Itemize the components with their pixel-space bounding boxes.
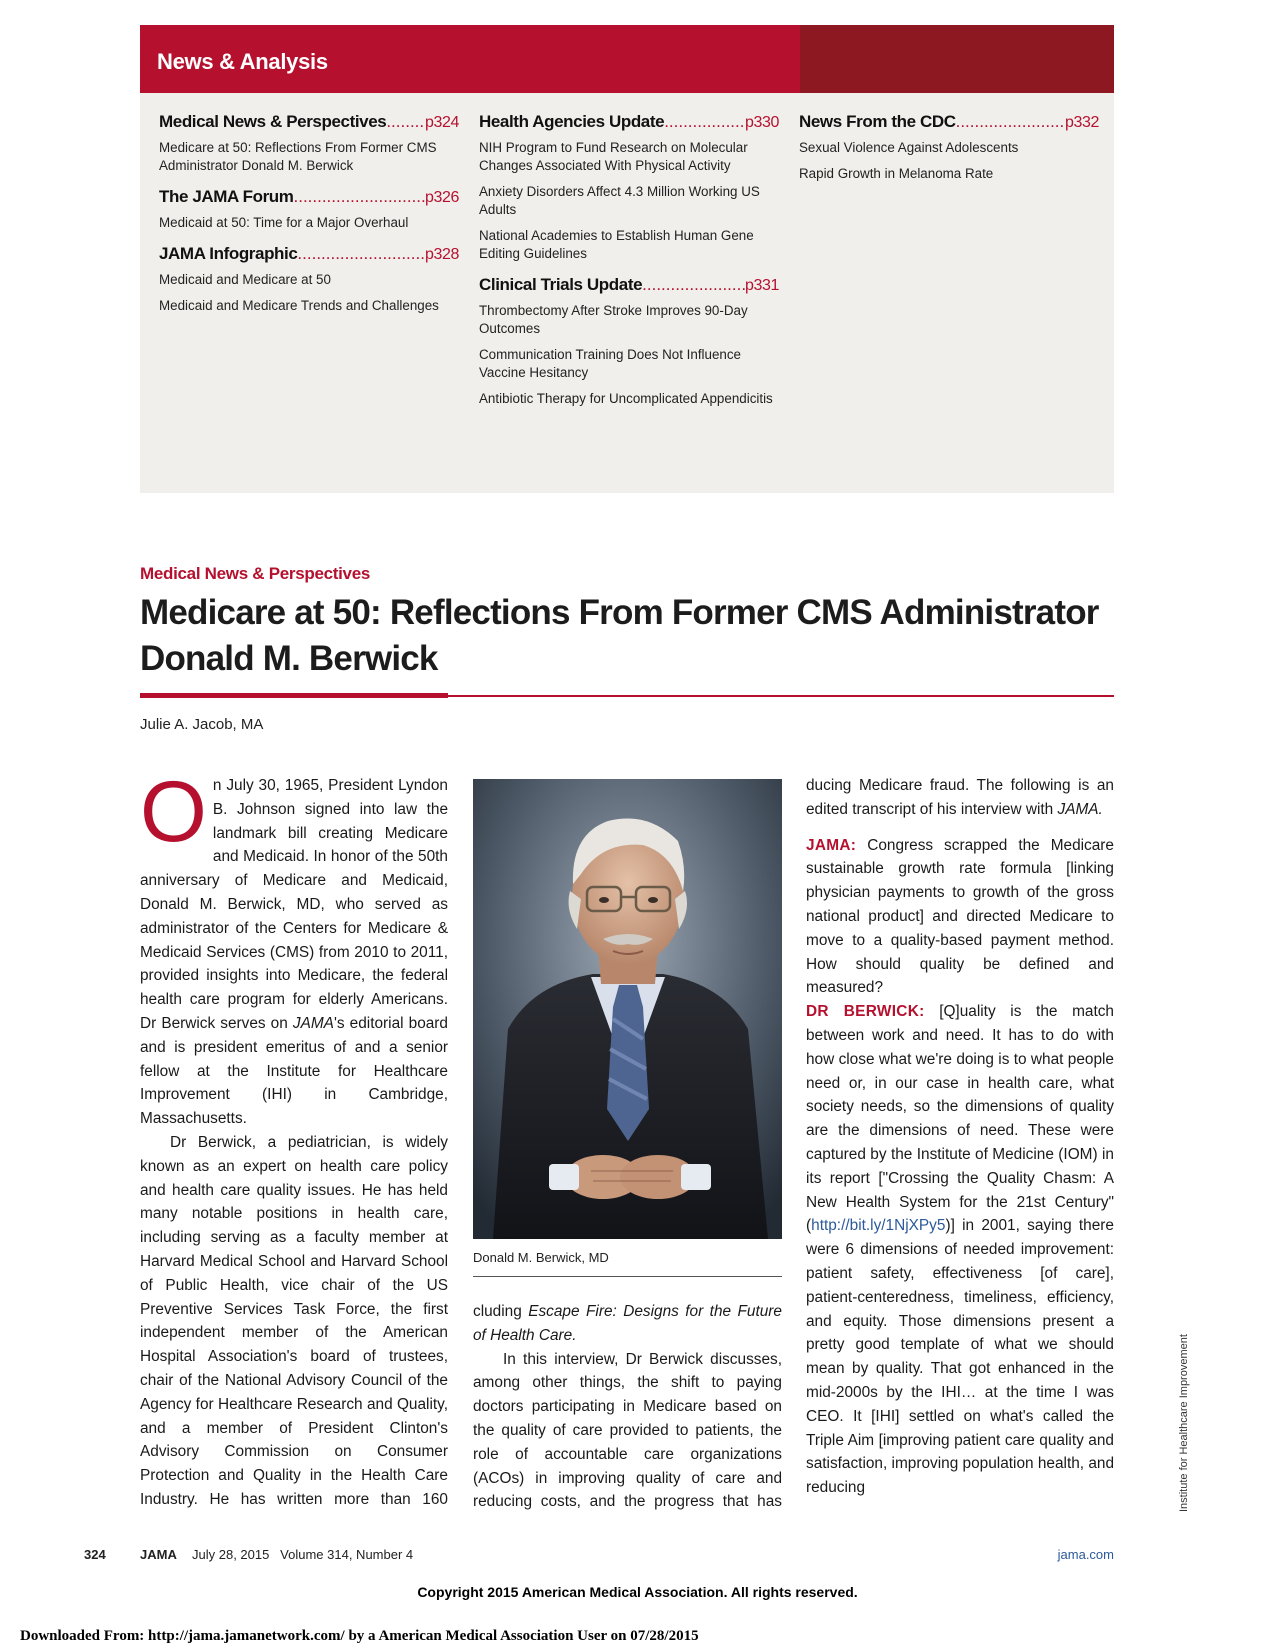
table-of-contents [140,93,1114,493]
toc-item[interactable]: Antibiotic Therapy for Uncomplicated Appendicitis [479,391,773,406]
article-column-3 [806,774,1114,1514]
paragraph [140,774,448,1131]
portrait-illustration [473,779,782,1239]
toc-item[interactable]: Thrombectomy After Stroke Improves 90-Day Outcomes [479,303,748,336]
paragraph: Dr Berwick, a pediatrician, is widely known as an expert on health care policy and health care quality issues. He has held many notable positions in health care, including serving as a faculty member at Harvard Medical School and Harvard School of Public Health, vice chair of the US Preventive Services Task Force, the first independent member of the American Hospital Association's board of trustees, chair of the National Advisory Council of the Agency for Healthcare Research and Quality, and a member of President Clinton's Advisory Commission on Consumer Protection and Quality in the Health Care Industry. He has written more than 160 [140,1133,448,1508]
interview-answer [806,1000,1114,1500]
speaker-label: JAMA: [806,836,857,854]
toc-item[interactable]: Communication Training Does Not Influence Vaccine Hesitancy [479,347,741,380]
site-link[interactable]: jama.com [1057,1547,1114,1562]
question-text: Congress scrapped the Medicare sustainable growth rate formula [linking physician payments to growth of the gross national product] and directed Medicare to move to a quality-based payment method. How should quality be defined and measured? [806,836,1114,997]
portrait-photo [473,779,782,1239]
toc-section [479,274,779,408]
article-column-2 [473,1300,782,1515]
toc-item[interactable]: Sexual Violence Against Adolescents [799,140,1019,155]
toc-leader-dots [664,111,745,133]
toc-section [799,111,1099,183]
journal-name: JAMA [292,1014,334,1032]
paragraph [806,774,1114,822]
answer-text: [Q]uality is the match between work and need. It has to do with how close what we're doing is to what people need or, in our case in health care, what society needs, so the dimensions of quality are the dimensions of need. These were captured by the Institute of Medicine (IOM) in its report ["Crossing the Quality Chasm: A New Health System for the 21st Century" ( [806,1003,1114,1235]
toc-section-heading[interactable] [159,111,459,134]
toc-page-ref: p324 [425,114,459,131]
toc-leader-dots [642,274,745,296]
download-notice: Downloaded From: http://jama.jamanetwork.com/ by a American Medical Association User on 07/28/2015 [20,1628,699,1644]
toc-leader-dots [386,111,425,133]
paragraph [473,1300,782,1348]
copyright-notice: Copyright 2015 American Medical Association. All rights reserved. [417,1584,858,1600]
toc-section [159,186,459,232]
toc-section-title: The JAMA Forum [159,187,294,206]
headline-divider-accent [140,693,448,698]
toc-item[interactable]: National Academies to Establish Human Gene Editing Guidelines [479,228,754,261]
speaker-label: DR BERWICK: [806,1003,925,1021]
photo-caption: Donald M. Berwick, MD [473,1250,609,1265]
toc-column-1 [159,111,459,326]
toc-item[interactable]: Medicaid and Medicare Trends and Challenges [159,298,439,313]
toc-section-heading[interactable] [479,274,779,297]
photo-credit: Institute for Healthcare Improvement [1178,1334,1190,1512]
caption-divider [473,1276,782,1277]
toc-item[interactable]: Anxiety Disorders Affect 4.3 Million Working US Adults [479,184,760,217]
banner-title: News & Analysis [140,25,800,93]
toc-page-ref: p330 [745,114,779,131]
paragraph-text: cluding [473,1303,529,1320]
toc-section [159,111,459,175]
banner-accent [800,25,1114,93]
toc-item[interactable]: Medicaid and Medicare at 50 [159,272,331,287]
toc-item[interactable]: Medicaid at 50: Time for a Major Overhaul [159,215,409,230]
toc-section-title: Medical News & Perspectives [159,112,387,131]
article-column-1 [140,774,448,1514]
paragraph-text: 's editorial board and is president emeritus of and a senior fellow at the Institute for Healthcare Improvement (IHI) in Cambridge, Massachusetts. [140,1014,448,1128]
interview-question [806,834,1114,1001]
paragraph-text: ducing Medicare fraud. The following is an edited transcript of his interview with [806,777,1114,818]
toc-column-3 [799,111,1099,194]
article-byline: Julie A. Jacob, MA [140,716,264,733]
toc-section-title: JAMA Infographic [159,244,298,263]
toc-section-heading[interactable] [159,243,459,266]
toc-leader-dots [956,111,1065,133]
journal-name: JAMA. [1057,800,1103,818]
issue-info: July 28, 2015 Volume 314, Number 4 [192,1547,414,1562]
toc-item[interactable]: Rapid Growth in Melanoma Rate [799,166,994,181]
toc-page-ref: p328 [425,246,459,263]
toc-section [159,243,459,315]
journal-name-footer: JAMA [140,1547,177,1562]
drop-cap: O [140,774,207,860]
answer-text: )] in 2001, saying there were 6 dimensions of needed improvement: patient safety, effectiveness [of care], patient-centeredness, timeliness, efficiency, and equity. Those dimensions present a pretty good template of what we should mean by quality. That got enhanced in the mid-2000s by the IHI… at the time I was CEO. It [IHI] settled on what's called the Triple Aim [improving patient care quality and satisfaction, improving population health, and reducing [806,1217,1114,1497]
toc-section-title: News From the CDC [799,112,956,131]
article-kicker: Medical News & Perspectives [140,564,371,583]
toc-page-ref: p331 [745,277,779,294]
toc-section-title: Clinical Trials Update [479,275,643,294]
toc-leader-dots [294,186,426,208]
toc-section-heading[interactable] [799,111,1099,134]
toc-section-heading[interactable] [479,111,779,134]
report-link[interactable]: http://bit.ly/1NjXPy5 [811,1217,946,1235]
paragraph-text: n July 30, 1965, President Lyndon B. Johnson signed into law the landmark bill creating Medicare and Medicaid. In honor of the 50th anniversary of Medicare and Medicaid, Donald M. Berwick, MD, who served as administrator of the Centers for Medicare & Medicaid Services (CMS) from 2010 to 2011, provided insights into Medicare, the federal health care program for elderly Americans. Dr Berwick serves on [140,777,448,1032]
toc-leader-dots [297,243,425,265]
book-title: Escape Fire: Designs for the Future of Health Care. [473,1303,782,1344]
toc-column-2 [479,111,779,419]
section-banner [140,25,1114,93]
page-number: 324 [84,1547,106,1562]
toc-item[interactable]: NIH Program to Fund Research on Molecular Changes Associated With Physical Activity [479,140,748,173]
toc-item[interactable]: Medicare at 50: Reflections From Former CMS Administrator Donald M. Berwick [159,140,437,173]
toc-section-title: Health Agencies Update [479,112,665,131]
toc-section [479,111,779,263]
toc-page-ref: p326 [425,189,459,206]
paragraph: In this interview, Dr Berwick discusses, among other things, the shift to paying doctors participating in Medicare based on the quality of care provided to patients, the role of accountable care organizations (ACOs) in improving quality of care and reducing costs, and the progress that has [473,1350,782,1511]
article-headline: Medicare at 50: Reflections From Former CMS Administrator Donald M. Berwick [140,593,1099,678]
toc-page-ref: p332 [1065,114,1099,131]
toc-section-heading[interactable] [159,186,459,209]
